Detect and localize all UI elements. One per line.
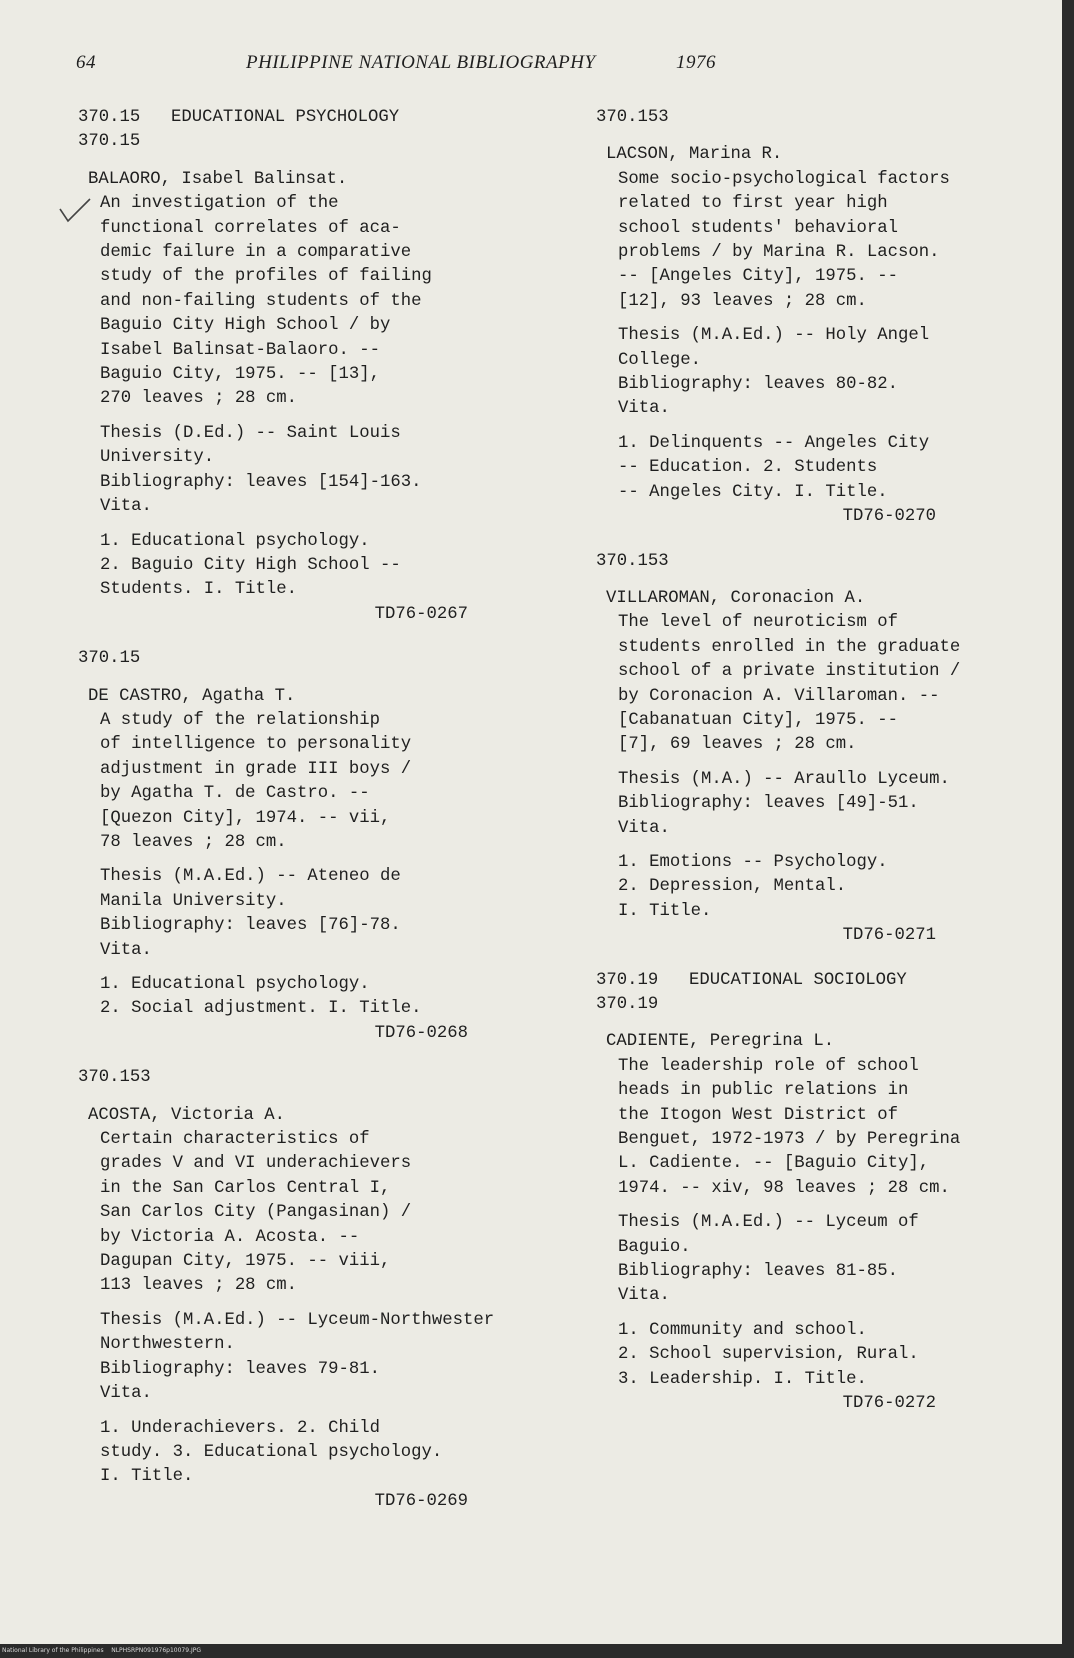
title-line: and non-failing students of the [100,291,422,311]
title-line: L. Cadiente. -- [Baguio City], [618,1154,930,1174]
section-class-number: 370.19 [596,970,659,990]
title-line: 78 leaves ; 28 cm. [100,832,287,852]
bibliographic-entry [78,647,568,1046]
note-line: Thesis (M.A.Ed.) -- Lyceum of [618,1213,919,1233]
subject-line: 1. Underachievers. 2. Child [100,1418,381,1438]
title-line: related to first year high [618,194,888,214]
subject-line: 2. School supervision, Rural. [618,1345,919,1365]
note-line: Vita. [100,940,152,960]
subject-line: 3. Leadership. I. Title. [618,1369,867,1389]
right-column [596,106,1036,1437]
entry-notes [618,768,1036,841]
subject-line: -- Education. 2. Students [618,458,878,478]
note-line: Northwestern. [100,1335,235,1355]
entry-author: CADIENTE, Peregrina L. [606,1032,835,1052]
bibliographic-entry [596,550,1036,949]
subject-line: Students. I. Title. [100,580,298,600]
page-header [76,52,716,74]
note-line: Baguio. [618,1237,691,1257]
title-line: 113 leaves ; 28 cm. [100,1276,298,1296]
subject-line: I. Title. [100,1467,194,1487]
title-line: [Cabanatuan City], 1975. -- [618,710,899,730]
note-line: College. [618,350,701,370]
bibliographic-entry [596,106,1036,530]
title-line: [7], 69 leaves ; 28 cm. [618,735,857,755]
entry-class-number: 370.15 [78,649,141,669]
title-line: by Agatha T. de Castro. -- [100,784,370,804]
title-line: An investigation of the [100,194,339,214]
entry-subject-tracings [618,1319,1036,1392]
title-line: [12], 93 leaves ; 28 cm. [618,291,867,311]
title-line: heads in public relations in [618,1081,909,1101]
title-line: by Coronacion A. Villaroman. -- [618,686,940,706]
note-line: Thesis (M.A.Ed.) -- Lyceum-Northwester [100,1310,495,1330]
scan-footer [2,1647,201,1654]
note-line: Manila University. [100,891,287,911]
entry-control-number: TD76-0269 [374,1491,468,1511]
title-line: problems / by Marina R. Lacson. [618,243,940,263]
title-line: study of the profiles of failing [100,267,432,287]
note-line: Bibliography: leaves [49]-51. [618,794,919,814]
footer-filename: NLPHSRPN091976p10079.JPG [111,1647,202,1654]
entry-title-statement [100,709,568,855]
title-line: 1974. -- xiv, 98 leaves ; 28 cm. [618,1178,950,1198]
title-line: Baguio City High School / by [100,316,391,336]
entry-notes [618,1211,1036,1309]
title-line: Baguio City, 1975. -- [13], [100,365,381,385]
entry-subject-tracings [100,973,568,1022]
note-line: Bibliography: leaves 79-81. [100,1359,381,1379]
entry-notes [618,324,1036,422]
note-line: Thesis (M.A.Ed.) -- Holy Angel [618,326,930,346]
title-line: Dagupan City, 1975. -- viii, [100,1252,391,1272]
entry-class-number: 370.19 [596,995,659,1014]
entry-control-number: TD76-0272 [842,1394,936,1414]
section-title: EDUCATIONAL PSYCHOLOGY [171,108,400,127]
note-line: Vita. [618,1286,670,1306]
title-line: school of a private institution / [618,662,961,682]
title-line: the Itogon West District of [618,1105,899,1125]
entry-title-statement [618,168,1036,314]
note-line: Thesis (M.A.) -- Araullo Lyceum. [618,769,950,789]
section-heading-educational-sociology [596,969,1036,993]
note-line: Thesis (D.Ed.) -- Saint Louis [100,423,401,443]
entry-control-number: TD76-0268 [374,1023,468,1043]
entry-title-statement [618,611,1036,757]
entry-control-number: TD76-0270 [842,507,936,527]
title-line: [Quezon City], 1974. -- vii, [100,808,391,828]
left-column [78,106,568,1534]
entry-subject-tracings [618,432,1036,505]
subject-line: 2. Depression, Mental. [618,877,847,897]
title-line: Certain characteristics of [100,1130,370,1150]
entry-subject-tracings [100,530,568,603]
entry-class-number: 370.15 [78,132,141,152]
note-line: Bibliography: leaves [154]-163. [100,472,422,492]
section-class-number: 370.15 [78,108,141,127]
note-line: Thesis (M.A.Ed.) -- Ateneo de [100,867,401,887]
title-line: 270 leaves ; 28 cm. [100,389,298,409]
section-heading-educational-psychology [78,106,568,130]
title-line: functional correlates of aca- [100,218,401,238]
title-line: of intelligence to personality [100,735,412,755]
subject-line: 1. Delinquents -- Angeles City [618,433,930,453]
note-line: Vita. [100,1384,152,1404]
subject-line: 1. Community and school. [618,1320,867,1340]
subject-line: 2. Baguio City High School -- [100,555,401,575]
title-line: Some socio-psychological factors [618,169,950,189]
title-line: The leadership role of school [618,1056,919,1076]
entry-class-number: 370.153 [596,551,669,571]
title-line: San Carlos City (Pangasinan) / [100,1203,412,1223]
entry-title-statement [100,1128,568,1299]
note-line: Bibliography: leaves 81-85. [618,1262,899,1282]
bibliographic-entry [596,993,1036,1417]
entry-subject-tracings [618,851,1036,924]
entry-title-statement [618,1055,1036,1201]
title-line: demic failure in a comparative [100,243,412,263]
subject-line: 1. Educational psychology. [100,531,370,551]
entry-author: VILLAROMAN, Coronacion A. [606,588,866,608]
note-line: University. [100,448,215,468]
bibliographic-entry [78,1066,568,1514]
title-line: The level of neuroticism of [618,613,899,633]
entry-author: ACOSTA, Victoria A. [88,1105,286,1125]
page-number: 64 [76,52,96,73]
note-line: Vita. [618,818,670,838]
subject-line: 2. Social adjustment. I. Title. [100,999,422,1019]
running-title: PHILIPPINE NATIONAL BIBLIOGRAPHY [246,52,596,73]
entry-author: DE CASTRO, Agatha T. [88,686,296,706]
title-line: students enrolled in the graduate [618,637,961,657]
footer-credit: National Library of the Philippines [2,1647,104,1654]
title-line: A study of the relationship [100,710,381,730]
entry-notes [100,1309,568,1407]
title-line: Isabel Balinsat-Balaoro. -- [100,340,381,360]
entry-title-statement [100,192,568,412]
title-line: adjustment in grade III boys / [100,759,412,779]
entry-subject-tracings [100,1417,568,1490]
note-line: Vita. [100,497,152,517]
entry-class-number: 370.153 [596,108,669,127]
title-line: grades V and VI underachievers [100,1154,412,1174]
entry-author: LACSON, Marina R. [606,145,783,165]
entry-class-number: 370.153 [78,1068,151,1088]
subject-line: study. 3. Educational psychology. [100,1442,443,1462]
entry-control-number: TD76-0271 [842,926,936,946]
entry-notes [100,422,568,520]
section-title: EDUCATIONAL SOCIOLOGY [689,970,907,990]
entry-author: BALAORO, Isabel Balinsat. [88,169,348,189]
title-line: -- [Angeles City], 1975. -- [618,267,899,287]
entry-notes [100,865,568,963]
title-line: school students' behavioral [618,218,899,238]
note-line: Vita. [618,399,670,419]
entry-control-number: TD76-0267 [374,604,468,624]
title-line: Benguet, 1972-1973 / by Peregrina [618,1130,961,1150]
title-line: by Victoria A. Acosta. -- [100,1227,360,1247]
title-line: in the San Carlos Central I, [100,1178,391,1198]
subject-line: -- Angeles City. I. Title. [618,482,888,502]
subject-line: 1. Emotions -- Psychology. [618,852,888,872]
note-line: Bibliography: leaves [76]-78. [100,916,401,936]
subject-line: 1. Educational psychology. [100,975,370,994]
note-line: Bibliography: leaves 80-82. [618,375,899,395]
bibliographic-entry [78,130,568,627]
subject-line: I. Title. [618,901,712,921]
running-year: 1976 [676,52,716,73]
